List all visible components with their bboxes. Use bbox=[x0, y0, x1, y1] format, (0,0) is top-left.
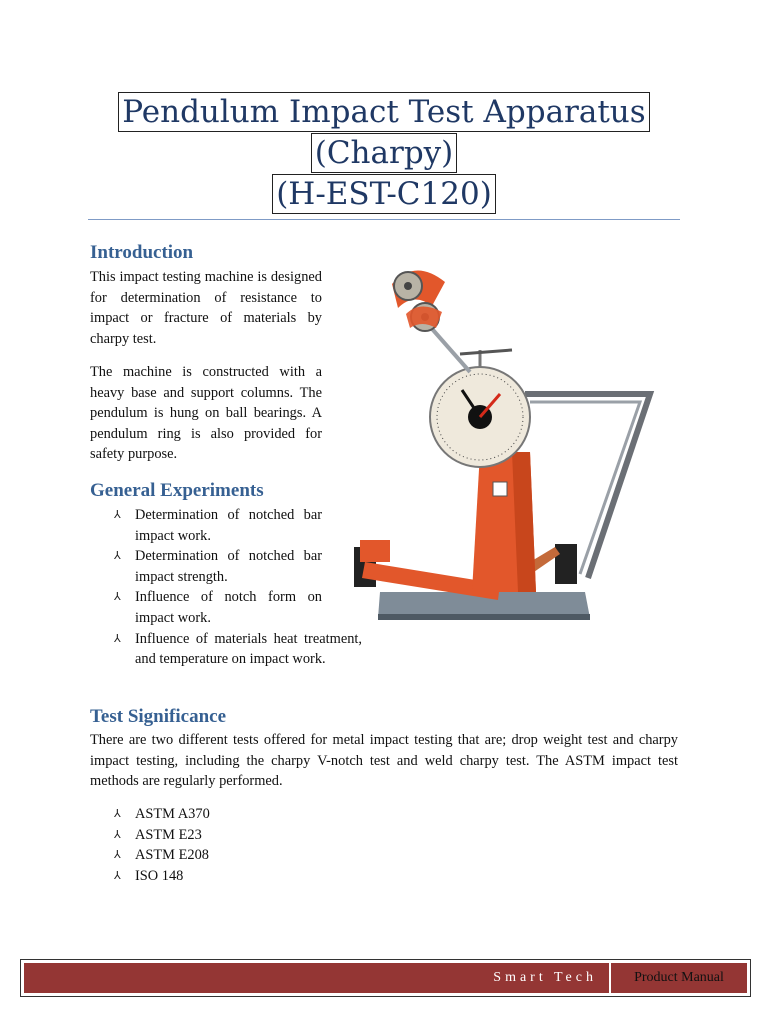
list-item: ⅄ Determination of notched bar impact work. bbox=[114, 507, 322, 544]
list-item: ⅄ ASTM E208 bbox=[90, 845, 390, 866]
introduction-para-2: The machine is constructed with a heavy base and support columns. The pendulum is hung on ball bearings. A pendulum ring is also provided for safety purpose. bbox=[90, 364, 322, 463]
title-divider bbox=[88, 219, 680, 220]
test-significance-para: There are two different tests offered for metal impact testing that are; drop weight test and charpy impact testing, including the charpy V-notch test and weld charpy test. The ASTM impact test methods are regularly performed. bbox=[90, 732, 678, 790]
list-item: ⅄ ASTM A370 bbox=[90, 804, 390, 825]
bullet-icon: ⅄ bbox=[114, 808, 121, 820]
title-line-1: Pendulum Impact Test Apparatus bbox=[118, 92, 649, 132]
bullet-icon: ⅄ bbox=[114, 849, 121, 862]
pendulum-impact-tester-photo bbox=[340, 262, 670, 627]
list-item: ⅄ ASTM E23 bbox=[90, 825, 390, 846]
standards-list bbox=[90, 804, 390, 886]
title-block bbox=[0, 92, 768, 215]
title-line-3: (H-EST-C120) bbox=[272, 174, 496, 214]
list-item: ⅄ Determination of notched bar impact strength. bbox=[114, 548, 322, 585]
footer-brand: Smart Tech bbox=[24, 963, 609, 993]
bullet-icon: ⅄ bbox=[114, 591, 121, 604]
title-line-2: (Charpy) bbox=[311, 133, 458, 173]
test-significance-heading: Test Significance bbox=[90, 706, 226, 727]
list-item: ⅄ ISO 148 bbox=[90, 866, 390, 887]
bullet-icon: ⅄ bbox=[114, 550, 121, 563]
bullet-icon: ⅄ bbox=[114, 828, 121, 841]
bullet-icon: ⅄ bbox=[114, 632, 121, 645]
footer bbox=[20, 959, 751, 997]
introduction-para-1: This impact testing machine is designed for determination of resistance to impact or fracture of materials by charpy test. bbox=[90, 269, 322, 347]
list-item: ⅄ Influence of notch form on impact work. bbox=[114, 589, 322, 626]
general-experiments-list bbox=[90, 505, 362, 670]
bullet-icon: ⅄ bbox=[114, 869, 121, 882]
general-experiments-heading: General Experiments bbox=[90, 480, 264, 501]
list-item: ⅄ Influence of materials heat treatment, and temperature on impact work. bbox=[114, 630, 362, 668]
bullet-icon: ⅄ bbox=[114, 509, 121, 521]
introduction-heading: Introduction bbox=[90, 242, 194, 263]
footer-manual-label: Product Manual bbox=[609, 963, 747, 993]
